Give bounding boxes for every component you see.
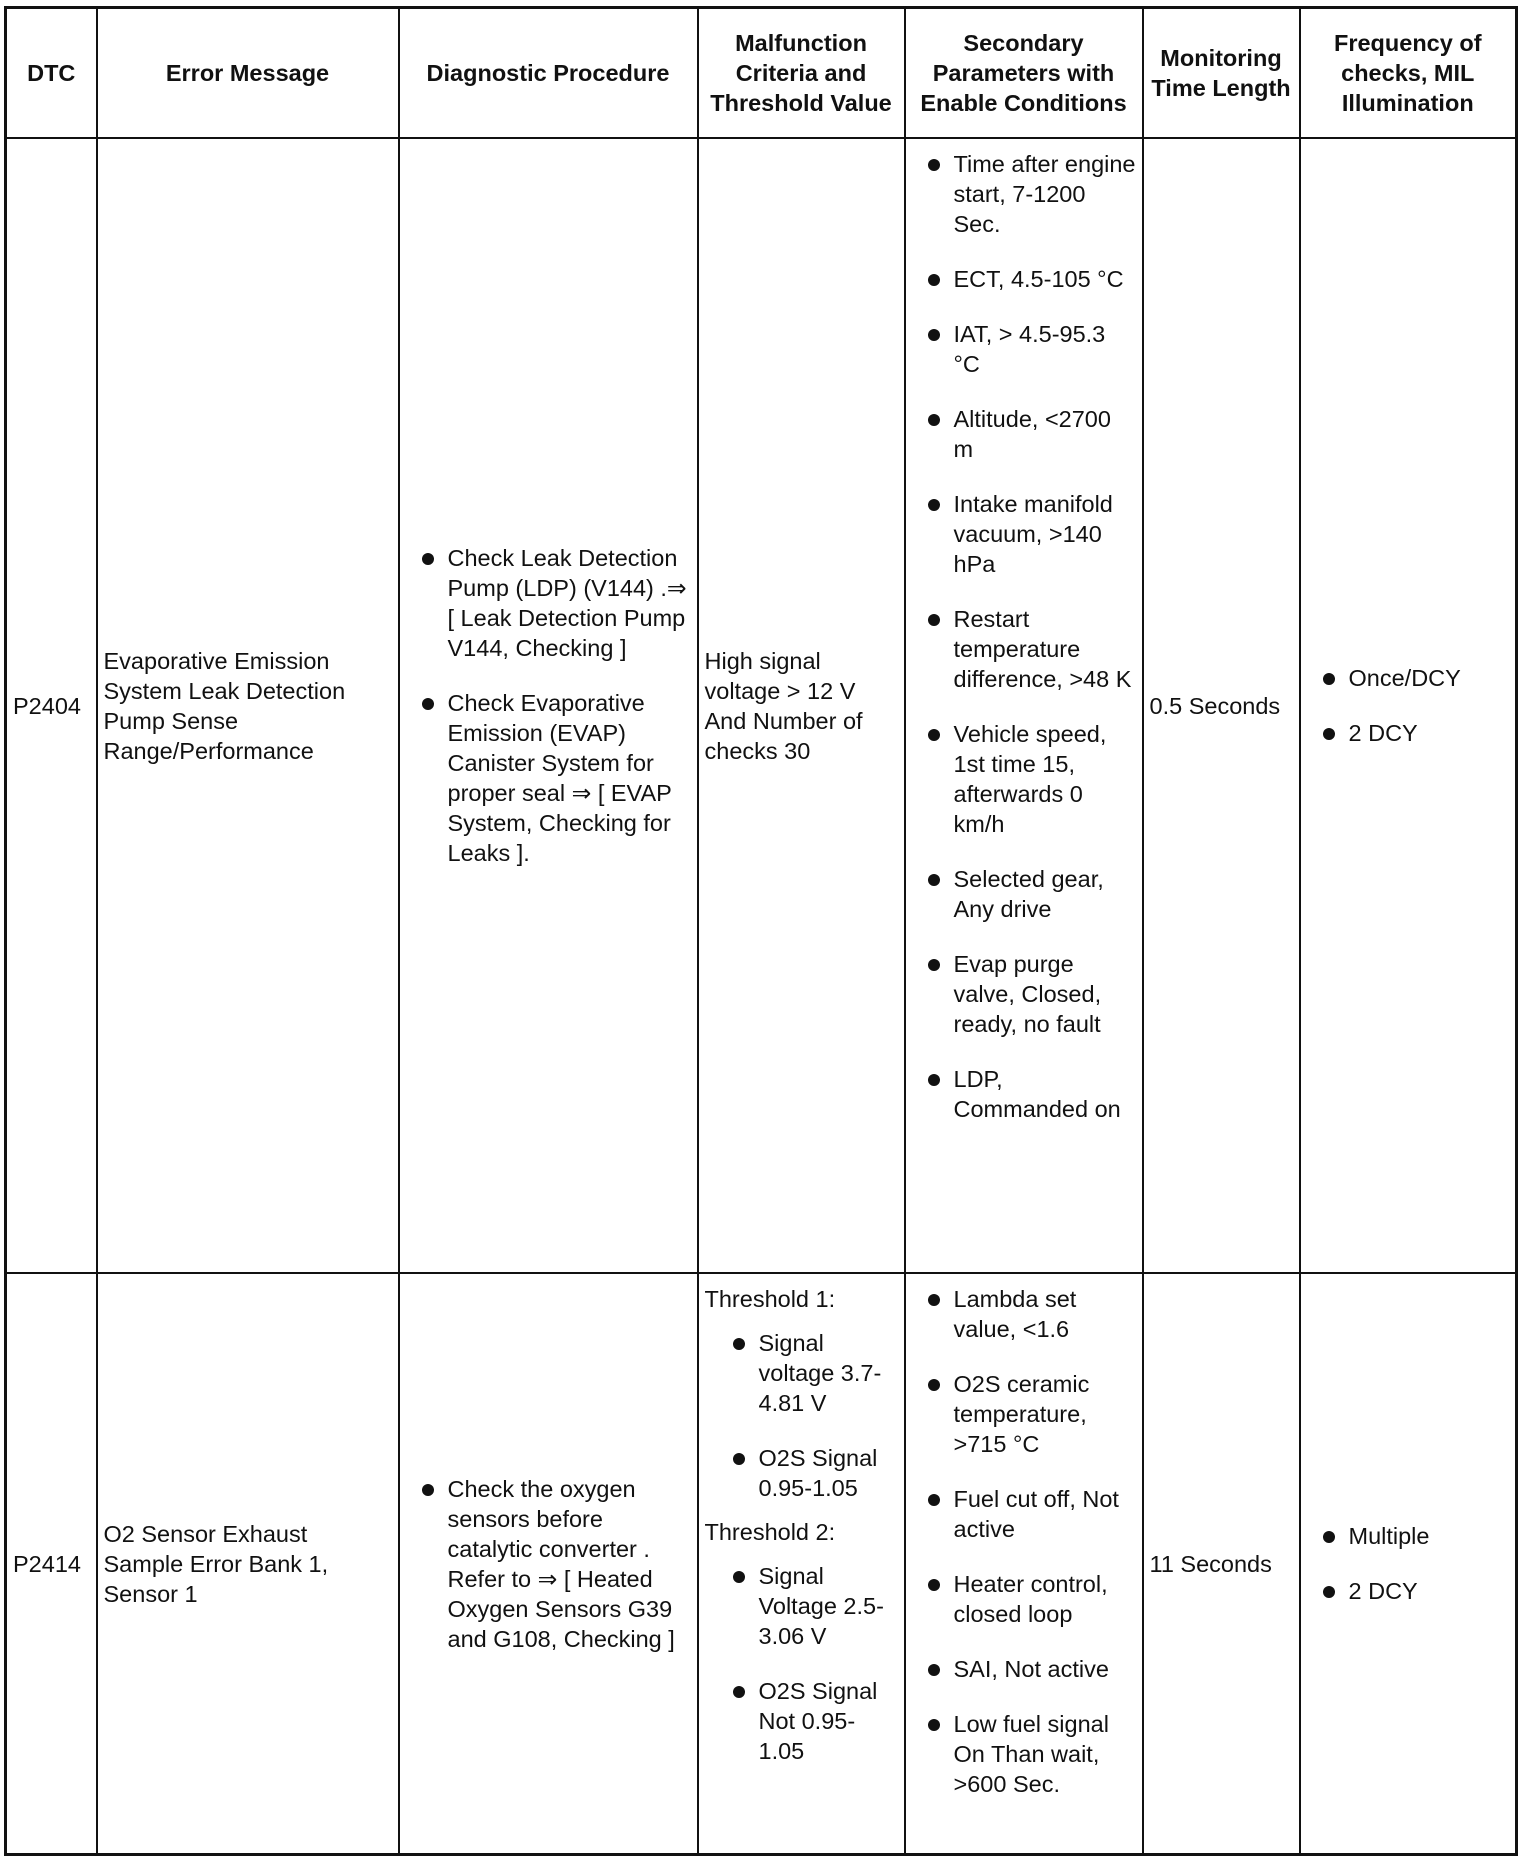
threshold-item: O2S Signal 0.95-1.05 xyxy=(717,1443,898,1503)
dtc-table xyxy=(4,6,1518,1856)
secondary-item: Low fuel signal On Than wait, >600 Sec. xyxy=(912,1709,1136,1799)
malfunction-criteria-cell xyxy=(698,1273,905,1855)
secondary-item: Fuel cut off, Not active xyxy=(912,1484,1136,1544)
monitoring-time-cell: 11 Seconds xyxy=(1143,1273,1300,1855)
threshold-2-list xyxy=(705,1561,898,1766)
header-monitoring-time: Monitoring Time Length xyxy=(1143,8,1300,139)
secondary-item: SAI, Not active xyxy=(912,1654,1136,1684)
secondary-list xyxy=(912,149,1136,1124)
diagnostic-procedure-cell xyxy=(399,1273,698,1855)
diagnostic-procedure-cell xyxy=(399,138,698,1273)
procedure-list xyxy=(406,543,691,868)
secondary-parameters-cell xyxy=(905,1273,1143,1855)
table-row xyxy=(6,1273,1517,1855)
secondary-item: Restart temperature difference, >48 K xyxy=(912,604,1136,694)
error-message-cell: Evaporative Emission System Leak Detection Pump Sense Range/Performance xyxy=(97,138,399,1273)
procedure-list xyxy=(406,1474,691,1654)
procedure-item: Check Evaporative Emission (EVAP) Canister System for proper seal ⇒ [ EVAP System, Checking for Leaks ]. xyxy=(406,688,691,868)
table-row xyxy=(6,138,1517,1273)
secondary-item: Intake manifold vacuum, >140 hPa xyxy=(912,489,1136,579)
threshold-1-list xyxy=(705,1328,898,1503)
header-secondary-parameters: Secondary Parameters with Enable Conditions xyxy=(905,8,1143,139)
secondary-item: ECT, 4.5-105 °C xyxy=(912,264,1136,294)
threshold-1-label: Threshold 1: xyxy=(704,1286,836,1312)
secondary-item: Heater control, closed loop xyxy=(912,1569,1136,1629)
threshold-item: O2S Signal Not 0.95-1.05 xyxy=(717,1676,898,1766)
frequency-item: 2 DCY xyxy=(1307,718,1510,748)
secondary-item: Vehicle speed, 1st time 15, afterwards 0 km/h xyxy=(912,719,1136,839)
secondary-list xyxy=(912,1284,1136,1799)
procedure-item: Check the oxygen sensors before catalytic converter . Refer to ⇒ [ Heated Oxygen Sensors G39 and G108, Checking ] xyxy=(406,1474,691,1654)
frequency-list xyxy=(1307,663,1510,748)
secondary-item: Evap purge valve, Closed, ready, no fault xyxy=(912,949,1136,1039)
secondary-item: Lambda set value, <1.6 xyxy=(912,1284,1136,1344)
malfunction-criteria-cell: High signal voltage > 12 V And Number of checks 30 xyxy=(698,138,905,1273)
secondary-item: O2S ceramic temperature, >715 °C xyxy=(912,1369,1136,1459)
dtc-cell: P2404 xyxy=(6,138,97,1273)
frequency-item: Multiple xyxy=(1307,1521,1510,1551)
header-dtc: DTC xyxy=(6,8,97,139)
procedure-item: Check Leak Detection Pump (LDP) (V144) .⇒ [ Leak Detection Pump V144, Checking ] xyxy=(406,543,691,663)
header-row xyxy=(6,8,1517,139)
header-diagnostic-procedure: Diagnostic Procedure xyxy=(399,8,698,139)
threshold-item: Signal voltage 3.7-4.81 V xyxy=(717,1328,898,1418)
dtc-cell: P2414 xyxy=(6,1273,97,1855)
secondary-item: Selected gear, Any drive xyxy=(912,864,1136,924)
frequency-item: 2 DCY xyxy=(1307,1576,1510,1606)
error-message-cell: O2 Sensor Exhaust Sample Error Bank 1, Sensor 1 xyxy=(97,1273,399,1855)
frequency-cell xyxy=(1300,138,1517,1273)
threshold-2-label: Threshold 2: xyxy=(704,1519,836,1545)
secondary-parameters-cell xyxy=(905,138,1143,1273)
secondary-item: Altitude, <2700 m xyxy=(912,404,1136,464)
header-error-message: Error Message xyxy=(97,8,399,139)
secondary-item: Time after engine start, 7-1200 Sec. xyxy=(912,149,1136,239)
secondary-item: IAT, > 4.5-95.3 °C xyxy=(912,319,1136,379)
threshold-item: Signal Voltage 2.5-3.06 V xyxy=(717,1561,898,1651)
frequency-cell xyxy=(1300,1273,1517,1855)
frequency-item: Once/DCY xyxy=(1307,663,1510,693)
frequency-list xyxy=(1307,1521,1510,1606)
secondary-item: LDP, Commanded on xyxy=(912,1064,1136,1124)
header-malfunction-criteria: Malfunction Criteria and Threshold Value xyxy=(698,8,905,139)
header-frequency: Frequency of checks, MIL Illumination xyxy=(1300,8,1517,139)
monitoring-time-cell: 0.5 Seconds xyxy=(1143,138,1300,1273)
